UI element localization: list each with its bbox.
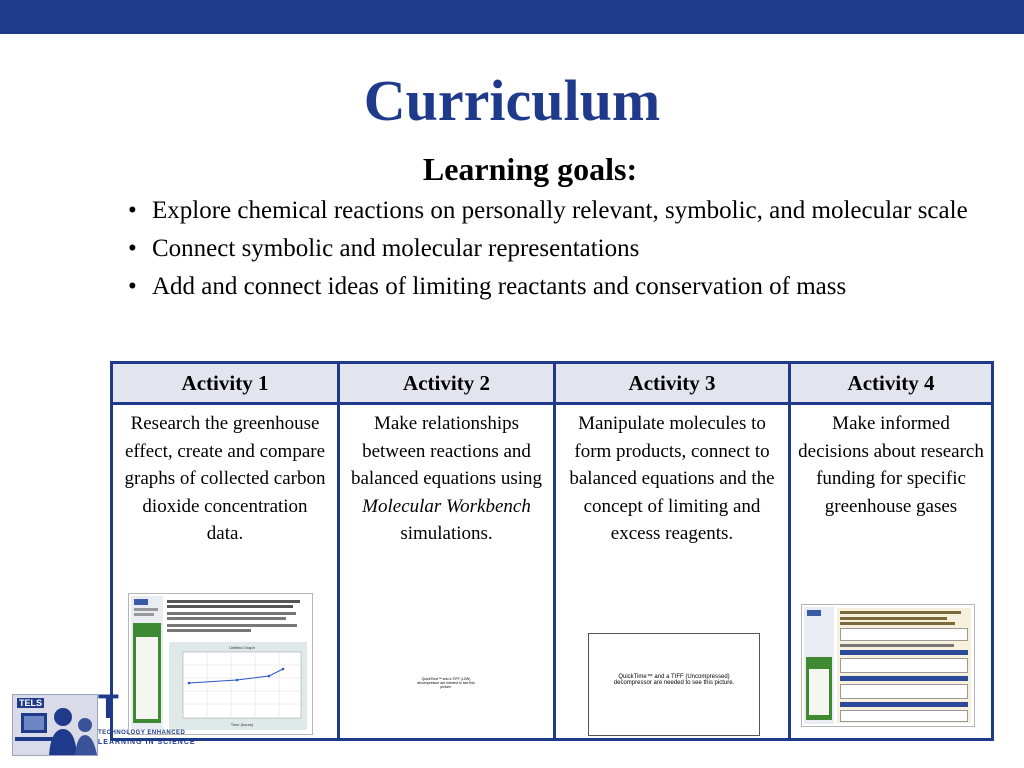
quicktime-placeholder-small: QuickTime™ and a TIFF (LZW) decompressor are needed to see this picture. [417,677,475,689]
bullet-icon: • [128,273,137,300]
activity-3-cell [555,404,790,740]
table-header-row [112,363,993,404]
activity-1-description: Research the greenhouse effect, create and compare graphs of collected carbon dioxide concentration data. [124,413,326,544]
tels-logo [12,688,202,754]
quicktime-placeholder-box [588,633,760,736]
top-banner [0,0,1024,34]
tels-logo-image [12,694,98,756]
bullet-icon: • [128,235,137,262]
tels-logo-line1: TECHNOLOGY ENHANCED [98,730,186,736]
goal-text: Add and connect ideas of limiting reactants and conservation of mass [152,273,847,300]
learning-goals-list [118,196,968,310]
activity-3-description: Manipulate molecules to form products, connect to balanced equations and the concept of limiting and excess reagents. [569,413,775,544]
screenshot-sidebar [804,607,834,724]
bullet-icon: • [128,197,137,224]
activity-4-description: Make informed decisions about research funding for specific greenhouse gases [798,413,984,517]
slide-title: Curriculum [363,68,661,133]
activity-1-header: Activity 1 [112,363,339,404]
activity-2-text-end: simulations. [400,523,493,544]
molecular-workbench-term: Molecular Workbench [362,495,531,517]
screenshot-content [837,608,971,723]
learning-goals-heading: Learning goals: [422,151,638,187]
tels-badge-text: TELS [19,698,43,708]
screenshot-instructions [167,598,307,638]
quicktime-placeholder-large: QuickTime™ and a TIFF (Uncompressed) decompressor are needed to see this picture. [613,674,735,686]
activities-table [110,361,994,741]
goal-item [118,272,968,302]
goal-item [118,234,968,264]
sidebar-green-panel [806,657,832,720]
activity-4-cell [790,404,993,740]
goal-text: Connect symbolic and molecular representations [152,235,640,262]
activity-1-cell [112,404,339,740]
tels-logo-line2: LEARNING IN SCIENCE [98,739,196,746]
activity-4-header: Activity 4 [790,363,993,404]
activity-2-cell [339,404,555,740]
table-row [112,404,993,740]
goal-item [118,196,968,226]
graph-xlabel: Time (hours) [230,722,254,727]
goal-text: Explore chemical reactions on personally relevant, symbolic, and molecular scale [152,197,968,224]
graph-title: Untitled Graph [229,645,255,650]
activity-3-header: Activity 3 [555,363,790,404]
tels-logo-letter: T [98,688,119,726]
activity-4-screenshot [801,604,975,727]
activity-2-description [346,410,547,548]
activity-2-header: Activity 2 [339,363,555,404]
activity-2-text: Make relationships between reactions and balanced equations using [350,413,542,489]
